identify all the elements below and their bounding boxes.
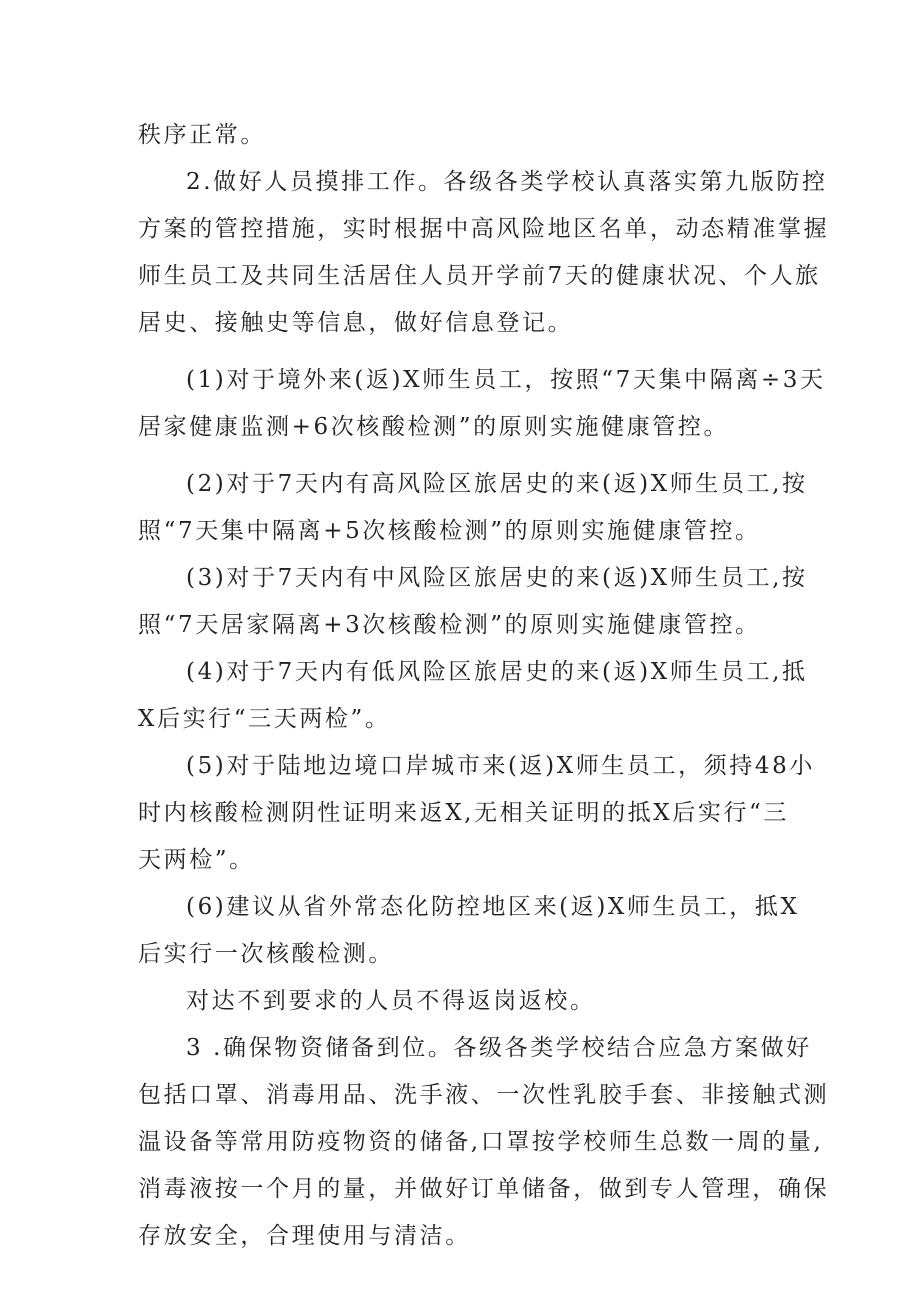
text-line: 师生员工及共同生活居住人员开学前7天的健康状况、个人旅	[138, 263, 821, 289]
text-line: 照“7天居家隔离+3次核酸检测”的原则实施健康管控。	[138, 612, 761, 638]
text-line: X后实行“三天两检”。	[138, 706, 391, 732]
text-line: 方案的管控措施，实时根据中高风险地区名单，动态精准掌握	[138, 216, 830, 242]
text-line: 包括口罩、消毒用品、洗手液、一次性乳胶手套、非接触式测	[138, 1082, 830, 1108]
item-1-line: (1)对于境外来(返)X师生员工，按照“7天集中隔离÷3天	[186, 367, 826, 393]
item-4-line: (4)对于7天内有低风险区旅居史的来(返)X师生员工,抵	[186, 659, 808, 685]
item-2-line: (2)对于7天内有高风险区旅居史的来(返)X师生员工,按	[186, 471, 808, 497]
text-line: 消毒液按一个月的量，并做好订单储备，做到专人管理，确保	[138, 1176, 830, 1202]
item-5-line: (5)对于陆地边境口岸城市来(返)X师生员工，须持48小	[186, 753, 815, 779]
text-line: 时内核酸检测阴性证明来返X,无相关证明的抵X后实行“三	[138, 800, 790, 826]
paragraph-3-heading-line: 3 .确保物资储备到位。各级各类学校结合应急方案做好	[186, 1035, 812, 1061]
text-line: 秩序正常。	[138, 122, 266, 148]
requirement-note-line: 对达不到要求的人员不得返岗返校。	[186, 988, 596, 1014]
text-line: 后实行一次核酸检测。	[138, 941, 394, 967]
text-line: 照“7天集中隔离+5次核酸检测”的原则实施健康管控。	[138, 518, 761, 544]
item-3-line: (3)对于7天内有中风险区旅居史的来(返)X师生员工,按	[186, 565, 808, 591]
paragraph-2-heading-line: 2.做好人员摸排工作。各级各类学校认真落实第九版防控	[186, 169, 828, 195]
text-line: 居家健康监测+6次核酸检测”的原则实施健康管控。	[138, 414, 730, 440]
document-body	[138, 112, 830, 1260]
text-line: 天两检”。	[138, 847, 255, 873]
text-line: 温设备等常用防疫物资的储备,口罩按学校师生总数一周的量,	[138, 1129, 824, 1155]
text-line: 存放安全，合理使用与清洁。	[138, 1223, 471, 1249]
text-line: 居史、接触史等信息，做好信息登记。	[138, 310, 574, 336]
item-6-line: (6)建议从省外常态化防控地区来(返)X师生员工，抵X	[186, 894, 800, 920]
